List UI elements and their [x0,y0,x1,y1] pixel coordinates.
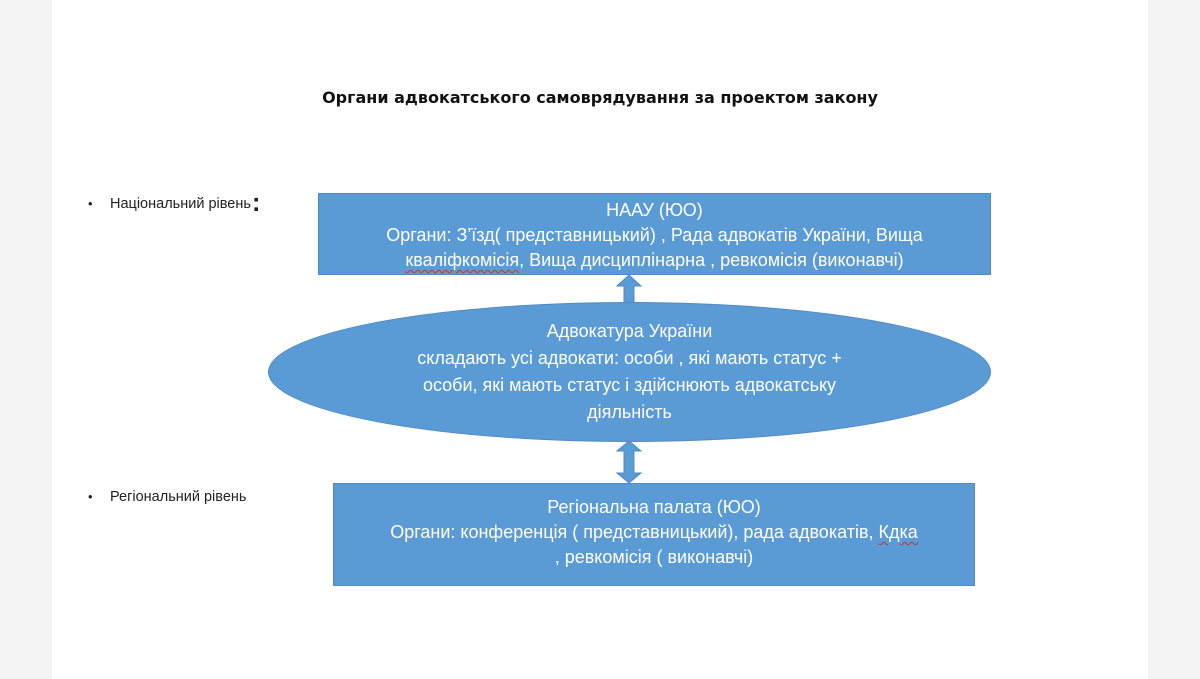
regional-box-bodies [334,520,974,545]
ellipse-text-line: складають усі адвокати: особи , які мають статус + [417,348,842,368]
bullet-dot: • [88,489,93,504]
national-level-label: Національний рівень [110,196,251,212]
regional-box-bodies-cont: , ревкомісія ( виконавчі) [554,547,754,567]
regional-level-label: Регіональний рівень [110,489,247,505]
double-arrow-icon [614,440,644,484]
bullet-regional-level [88,489,246,505]
bullet-national-level [88,187,261,217]
regional-box-underlined-word: Кдка [878,522,918,542]
national-level-colon: : [251,187,261,217]
national-box-title: НААУ (ЮО) [606,200,703,220]
regional-box-bodies-start: Органи: конференція ( представницький), рада адвокатів, [390,522,879,542]
ellipse-text-line: особи, які мають статус і здійснюють адвокатську [422,375,837,395]
ellipse-title: Адвокатура України [546,321,713,341]
advocacy-ellipse [268,302,991,442]
national-box-bodies-cont [319,248,990,273]
regional-box [333,483,975,586]
national-box [318,193,991,275]
national-box-bodies-rest: , Вища дисциплінарна , ревкомісія (виконавчі) [519,250,904,270]
regional-box-title: Регіональна палата (ЮО) [547,497,761,517]
national-box-bodies: Органи: З’їзд( представницький) , Рада адвокатів України, Вища [386,225,923,245]
bullet-dot: • [88,196,93,211]
up-arrow-icon [614,274,644,304]
ellipse-text-line: діяльність [587,402,672,422]
national-box-underlined-word: кваліфкомісія [405,250,520,270]
diagram-title: Органи адвокатського самоврядування за проектом закону [322,88,878,107]
